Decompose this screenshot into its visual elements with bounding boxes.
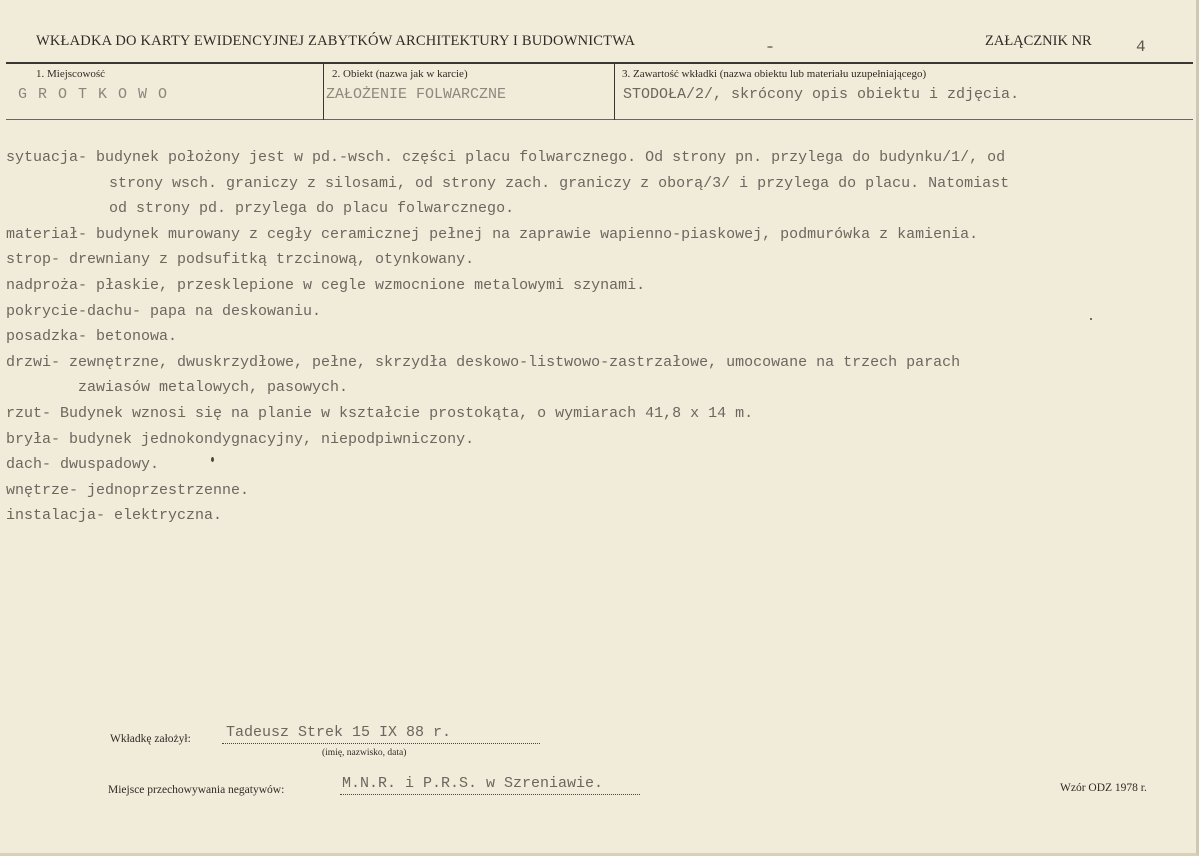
contents-value: STODOŁA/2/, skrócony opis obiektu i zdjęcia. (623, 86, 1020, 103)
negatives-value: M.N.R. i P.R.S. w Szreniawie. (342, 775, 604, 792)
description-text (6, 145, 1186, 529)
paper-speck (1090, 318, 1092, 320)
locality-value: G R O T K O W O (18, 86, 169, 103)
description-line: posadzka- betonowa. (6, 328, 178, 346)
header-divider-1 (323, 63, 324, 120)
description-line: sytuacja- budynek położony jest w pd.-wsch. części placu folwarcznego. Od strony pn. przylega do budynku/1/, od (6, 149, 1006, 166)
description-line: pokrycie-dachu- papa na deskowaniu. (6, 302, 322, 320)
description-line: instalacja- elektryczna. (6, 507, 223, 525)
description-line: nadproża- płaskie, przesklepione w cegle wzmocnione metalowymi szynami. (6, 276, 646, 294)
annex-number: 4 (1136, 38, 1146, 56)
object-label: 2. Obiekt (nazwa jak w karcie) (332, 68, 468, 80)
description-line: rzut- Budynek wznosi się na planie w kształcie prostokąta, o wymiarach 41,8 x 14 m. (6, 404, 754, 422)
header-rule-bottom (6, 119, 1193, 120)
description-line: zawiasów metalowych, pasowych. (78, 379, 349, 397)
created-by-caption: (imię, nazwisko, data) (322, 748, 407, 758)
contents-label: 3. Zawartość wkładki (nazwa obiektu lub materiału uzupełniającego) (622, 68, 927, 80)
header-rule-top (6, 62, 1193, 64)
paper-speck (767, 46, 773, 48)
created-by-line (222, 743, 540, 744)
description-line: strony wsch. graniczy z silosami, od strony zach. graniczy z oborą/3/ i przylega do placu. Natomiast (109, 174, 1010, 192)
description-line: wnętrze- jednoprzestrzenne. (6, 481, 250, 499)
negatives-label: Miejsce przechowywania negatywów: (108, 784, 285, 796)
description-line: strop- drewniany z podsufitką trzcinową, otynkowany. (6, 251, 475, 269)
form-code: Wzór ODZ 1978 r. (1060, 782, 1147, 794)
header-divider-2 (614, 63, 615, 120)
card-title: WKŁADKA DO KARTY EWIDENCYJNEJ ZABYTKÓW ARCHITEKTURY I BUDOWNICTWA (36, 33, 636, 49)
annex-label: ZAŁĄCZNIK NR (985, 33, 1092, 49)
negatives-line (340, 794, 640, 795)
description-line: materiał- budynek murowany z cegły ceramicznej pełnej na zaprawie wapienno-piaskowej, podmurówka z kamienia. (6, 225, 979, 243)
description-line: dach- dwuspadowy. (6, 456, 160, 474)
paper-speck (211, 457, 214, 462)
locality-label: 1. Miejscowość (36, 68, 106, 80)
created-by-label: Wkładkę założył: (110, 733, 191, 745)
description-line: drzwi- zewnętrzne, dwuskrzydłowe, pełne, skrzydła deskowo-listwowo-zastrzałowe, umocowane na trzech parach (6, 353, 961, 371)
object-value: ZAŁOŻENIE FOLWARCZNE (326, 86, 507, 103)
description-line: bryła- budynek jednokondygnacyjny, niepodpiwniczony. (6, 430, 475, 448)
created-by-value: Tadeusz Strek 15 IX 88 r. (226, 724, 452, 741)
description-line: od strony pd. przylega do placu folwarcznego. (109, 200, 515, 218)
